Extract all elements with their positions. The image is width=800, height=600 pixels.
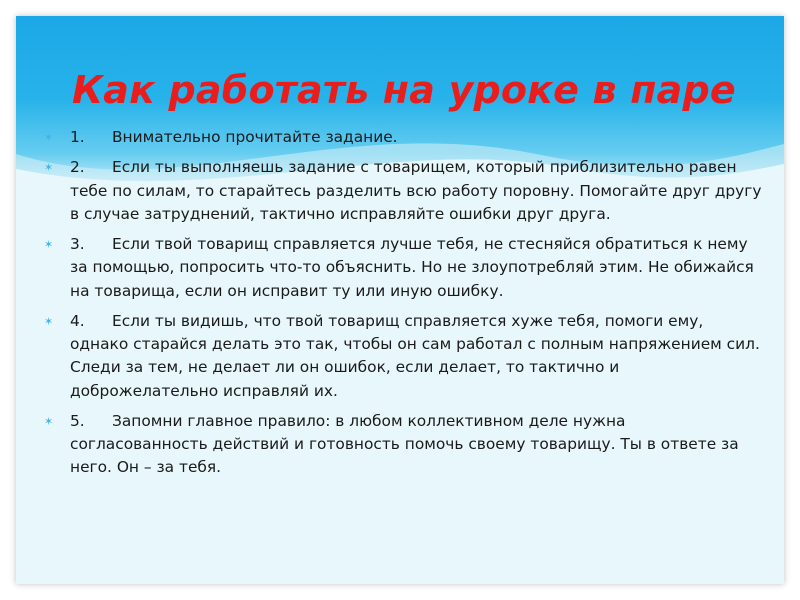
star-bullet-icon: ✶ [44,314,54,328]
star-bullet-icon: ✶ [44,131,54,144]
star-bullet-icon: ✶ [44,238,54,252]
slide-title: Как работать на уроке в паре [72,68,736,112]
star-bullet-icon: ✶ [44,414,54,428]
item-number: 2. [70,158,85,177]
list-item [42,156,764,226]
list-item [42,126,764,149]
item-text: Если ты выполняешь задание с товарищем, который приблизительно равен тебе по силам, то старайтесь разделить всю работу поровну. Помогайте друг другу в случае затруднений, тактично исправляйте ошибки друг друга. [70,158,762,223]
item-number: 4. [70,311,85,330]
item-number: 3. [70,235,85,254]
list-item [42,410,764,480]
item-text: Если ты видишь, что твой товарищ справляется хуже тебя, помоги ему, однако старайся делать это так, чтобы он сам работал с полным напряжением сил. Следи за тем, не делает ли он ошибок, если делает, то тактично и доброжелательно исправляй их. [70,311,760,400]
list-item [42,233,764,303]
item-text: Внимательно прочитайте задание. [112,128,398,146]
item-text: Запомни главное правило: в любом коллективном деле нужна согласованность действий и готовность помочь своему товарищу. Ты в ответе за него. Он – за тебя. [70,411,739,477]
item-number: 5. [70,411,85,430]
slide [16,16,784,584]
star-bullet-icon: ✶ [44,161,54,175]
item-text: Если твой товарищ справляется лучше тебя, не стесняйся обратиться к нему за помощью, попросить что-то объяснить. Но не злоупотребляй этим. Не обижайся на товарища, если он исправит ту или иную ошибку. [70,235,754,300]
item-number: 1. [70,128,85,146]
rules-list [42,126,764,487]
list-item [42,310,764,403]
